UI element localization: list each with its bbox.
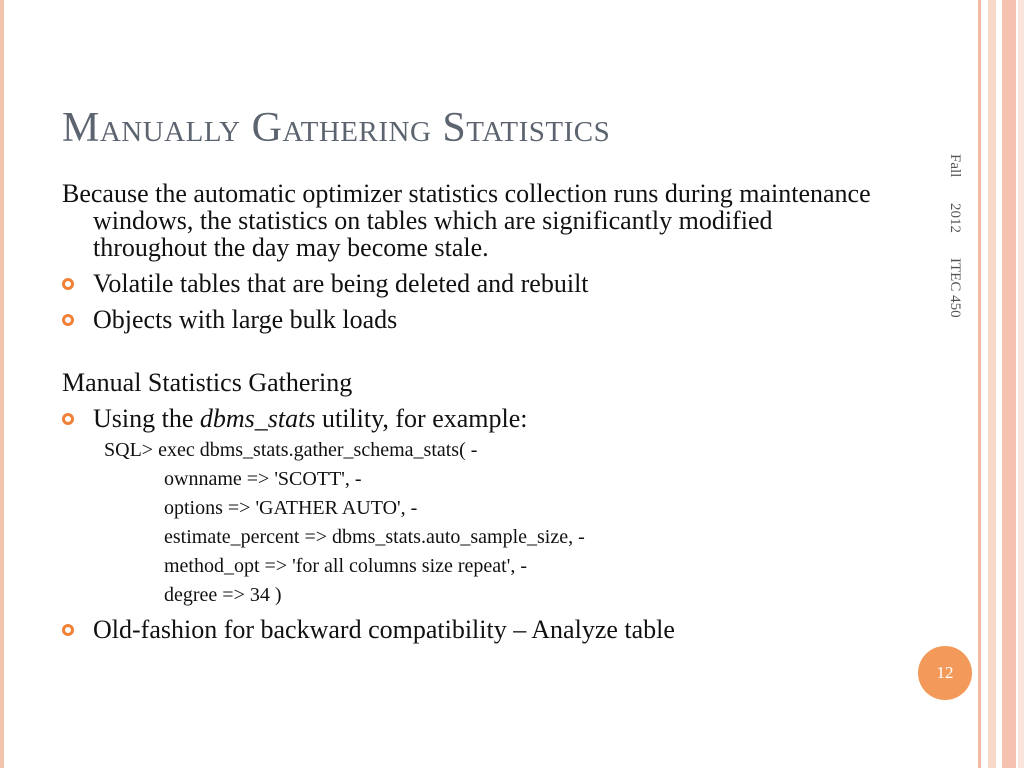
footer-year: 2012 — [947, 202, 963, 233]
border-stripe — [978, 0, 981, 768]
border-stripe — [988, 0, 996, 768]
section-heading: Manual Statistics Gathering — [62, 368, 353, 397]
bullet-text-prefix: Using the — [93, 404, 200, 433]
border-stripe — [1018, 0, 1024, 768]
vertical-footer — [946, 154, 963, 318]
right-border-decoration — [978, 0, 1024, 768]
slide-body — [62, 180, 892, 643]
bullet-text: Objects with large bulk loads — [93, 305, 398, 334]
bullet-item — [62, 616, 892, 643]
bullet-icon — [62, 624, 74, 636]
bullet-text: Old-fashion for backward compatibility – Analyze table — [93, 615, 675, 644]
slide-title: Manually Gathering Statistics — [62, 105, 611, 151]
code-line: estimate_percent => dbms_stats.auto_sample_size, - — [164, 526, 585, 548]
code-line: SQL> exec dbms_stats.gather_schema_stats( - — [104, 439, 478, 461]
intro-paragraph: Because the automatic optimizer statistics collection runs during maintenance windows, the statistics on tables which are significantly modified throughout the day may become stale. — [62, 179, 871, 262]
code-line: ownname => 'SCOTT', - — [164, 468, 362, 490]
bullet-icon — [62, 278, 74, 290]
bullet-icon — [62, 413, 74, 425]
bullet-item — [62, 405, 892, 432]
left-border-decoration — [0, 0, 5, 768]
bullet-text-suffix: utility, for example: — [315, 404, 528, 433]
code-line: degree => 34 ) — [164, 584, 282, 606]
code-line: options => 'GATHER AUTO', - — [164, 497, 418, 519]
bullet-item — [62, 306, 892, 333]
footer-course: ITEC 450 — [947, 258, 963, 318]
code-line: method_opt => 'for all columns size repeat', - — [164, 555, 527, 577]
bullet-item — [62, 270, 892, 297]
bullet-text: Volatile tables that are being deleted and rebuilt — [93, 269, 589, 298]
border-stripe — [1002, 0, 1016, 768]
footer-term: Fall — [947, 154, 963, 178]
bullet-text-italic: dbms_stats — [199, 404, 316, 433]
page-number-badge: 12 — [918, 646, 972, 700]
bullet-icon — [62, 314, 74, 326]
